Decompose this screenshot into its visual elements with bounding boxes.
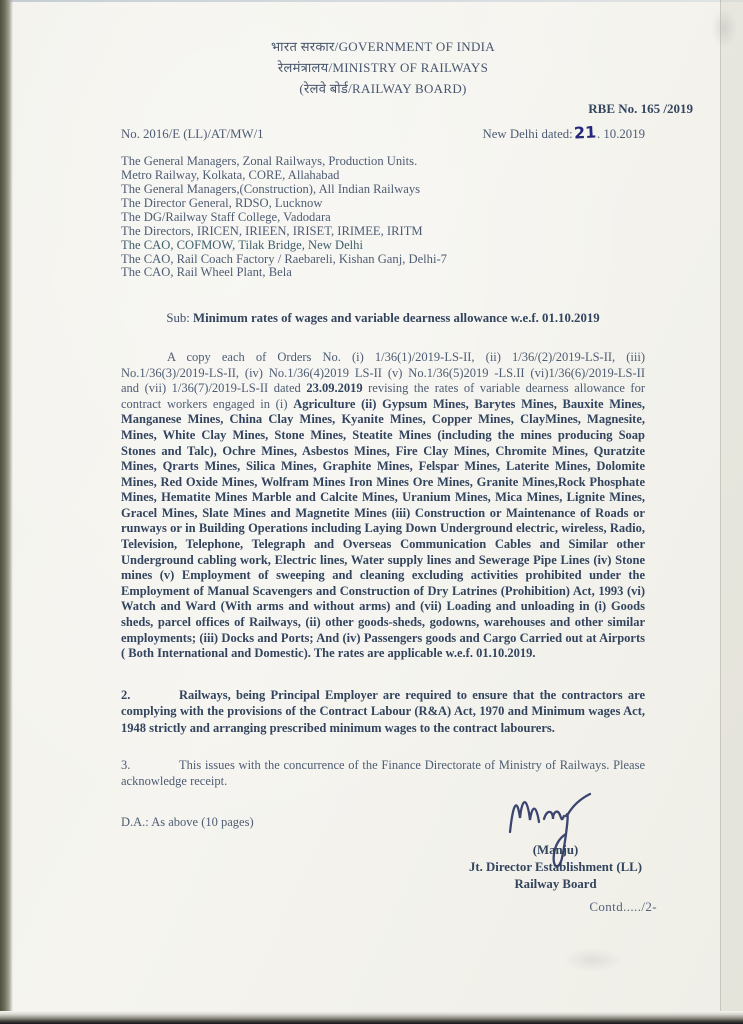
addressee-line: The CAO, Rail Coach Factory / Raebareli, Kishan Ganj, Delhi-7 bbox=[121, 251, 447, 266]
para3-number: 3. bbox=[121, 758, 131, 773]
para2-number: 2. bbox=[121, 687, 131, 702]
signature-block bbox=[463, 786, 648, 893]
addressee-line: The General Managers,(Construction), All Indian Railways bbox=[121, 182, 421, 196]
letter-content bbox=[121, 36, 693, 830]
scan-smudge bbox=[711, 8, 737, 48]
scan-edge-left bbox=[0, 0, 13, 1013]
para1-order-date: 23.09.2019 bbox=[306, 381, 363, 396]
subject-line bbox=[121, 311, 645, 327]
date-suffix: . 10.2019 bbox=[597, 126, 645, 141]
date-line bbox=[482, 122, 645, 143]
letterhead-line-ministry: रेलमंत्रालय/MINISTRY OF RAILWAYS bbox=[277, 60, 489, 75]
subject-label: Sub: bbox=[166, 311, 190, 326]
signatory-name: (Manju) bbox=[532, 843, 579, 857]
addressee-line: The CAO, Rail Wheel Plant, Bela bbox=[121, 265, 292, 280]
letterhead bbox=[121, 36, 645, 99]
letterhead-line-govt: भारत सरकार/GOVERNMENT OF INDIA bbox=[271, 39, 495, 54]
signatory-organization: Railway Board bbox=[514, 877, 597, 891]
addressee-line: The DG/Railway Staff College, Vadodara bbox=[121, 209, 331, 224]
scan-edge-top bbox=[0, 0, 743, 2]
reference-row bbox=[121, 122, 645, 143]
addressee-line: Metro Railway, Kolkata, CORE, Allahabad bbox=[121, 168, 340, 183]
para3-text: This issues with the concurrence of the Finance Directorate of Ministry of Railways. Please acknowledge receipt. bbox=[121, 758, 645, 789]
para1-orders-list: A copy each of Orders No. (i) 1/36(1)/2019-LS-II, (ii) 1/36/(2)/2019-LS-II, (iii) No.1/36(3)/2019-LS-II, (iv) No.1/36(4)2019 LS-II (v) No.1/36(5)2019 -LS.II (vi)1/36(6)/2019-LS-II and (vii) 1/36(7)/2019-LS-II dated bbox=[121, 349, 645, 396]
date-prefix: New Delhi dated: bbox=[482, 126, 573, 141]
addressee-line: The Director General, RDSO, Lucknow bbox=[121, 195, 323, 210]
scan-smudge bbox=[563, 948, 623, 972]
handwritten-signature-icon bbox=[496, 786, 616, 846]
body-paragraph-1 bbox=[121, 350, 645, 662]
para1-revising-clause: revising the rates of variable dearness allowance for contract workers engaged in (i) bbox=[121, 381, 645, 411]
handwritten-date-day: 21 bbox=[573, 122, 597, 143]
scan-edge-right-strip bbox=[721, 0, 743, 1011]
addressee-line: The CAO, COFMOW, Tilak Bridge, New Delhi bbox=[121, 237, 363, 252]
body-paragraph-2 bbox=[121, 687, 645, 736]
letterhead-line-board: (रेलवे बोर्ड/RAILWAY BOARD) bbox=[299, 81, 467, 96]
addressee-line: The Directors, IRICEN, IRIEEN, IRISET, IRIMEE, IRITM bbox=[121, 223, 423, 238]
para2-text: Railways, being Principal Employer are required to ensure that the contractors are complying with the provisions of the Contract Labour (R&A) Act, 1970 and Minimum wages Act, 1948 strictly and arranging prescribed minimum wages to the contract labourers. bbox=[121, 687, 645, 735]
para1-employments-list: Agriculture (ii) Gypsum Mines, Barytes Mines, Bauxite Mines, Manganese Mines, China Clay Mines, Kyanite Mines, Copper Mines, ClayMines, Magnesite, Mines, White Clay Mines, Stone Mines, Steatite Mines (including the mines producing Soap Stones and Talc), Ochre Mines, Asbestos Mines, Fire Clay Mines, Chromite Mines, Quratzite Mines, Qrarts Mines, Silica Mines, Graphite Mines, Felspar Mines, Laterite Mines, Dolomite Mines, Red Oxide Mines, Wolfram Mines Iron Mines Ore Mines, Granite Mines,Rock Phosphate Mines, Hematite Mines Marble and Calcite Mines, Uranium Mines, Mica Mines, Lignite Mines, Gracel Mines, Slate Mines and Magnetite Mines (iii) Construction or Maintenance of Roads or runways or in Building Operations including Laying Down Underground electric, wireless, Radio, Television, Telephone, Telegraph and Overseas Communication Cables and Similar other Underground cabling work, Electric lines, Water supply lines and Sewerage Pipe Lines (iv) Stone mines (v) Employment of sweeping and cleaning excluding activities prohibited under the Employment of Manual Scavengers and Construction of Dry Latrines (Prohibition) Act, 1993 (vi) Watch and Ward (With arms and without arms) and (vii) Loading and unloading in (i) Goods sheds, parcel offices of Railways, (ii) other goods-sheds, godowns, warehouses and other similar employments; (iii) Docks and Ports; And (iv) Passengers goods and Cargo Carried out at Airports ( Both International and Domestic). The rates are applicable w.e.f. 01.10.2019. bbox=[121, 396, 645, 661]
subject-text: Minimum rates of wages and variable dearness allowance w.e.f. 01.10.2019 bbox=[193, 311, 600, 326]
file-number: No. 2016/E (LL)/AT/MW/1 bbox=[121, 126, 264, 141]
scan-page-edge-line bbox=[720, 0, 721, 1011]
scan-edge-bottom bbox=[0, 1011, 743, 1024]
addressee-list bbox=[121, 155, 645, 280]
enclosure-line: D.A.: As above (10 pages) bbox=[121, 814, 254, 829]
continuation-marker: Contd...../2- bbox=[589, 899, 657, 914]
signatory-designation: Jt. Director Establishment (LL) bbox=[469, 860, 642, 874]
rbe-number: RBE No. 165 /2019 bbox=[588, 101, 693, 116]
addressee-line: The General Managers, Zonal Railways, Production Units. bbox=[121, 154, 418, 169]
body-paragraph-3 bbox=[121, 757, 645, 790]
